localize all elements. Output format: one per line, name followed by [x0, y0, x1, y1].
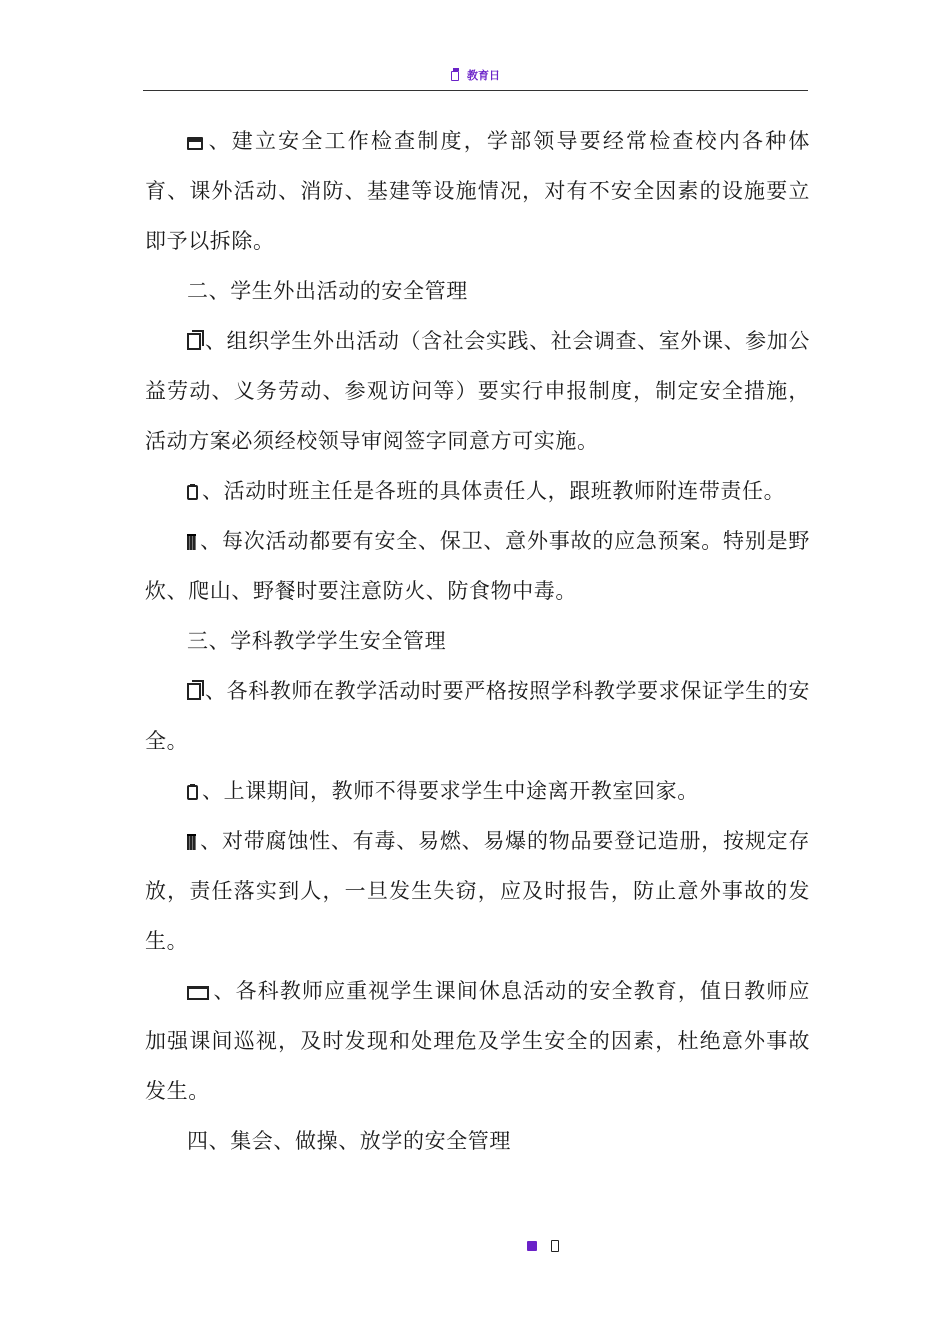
paragraph-text: 、上课期间，教师不得要求学生中途离开教室回家。 — [202, 779, 699, 803]
frame-icon — [187, 986, 209, 1000]
paragraph — [145, 316, 810, 466]
paragraph — [145, 466, 810, 516]
copy-icon — [187, 333, 201, 350]
clipboard-icon — [187, 485, 198, 500]
section-heading — [145, 616, 810, 666]
page-footer — [527, 1240, 559, 1252]
paragraph-text: 、对带腐蚀性、有毒、易燃、易爆的物品要登记造册，按规定存放，责任落实到人，一旦发生失窃，应及时报告，防止意外事故的发生。 — [145, 829, 810, 953]
heading-text: 三、学科教学学生安全管理 — [187, 629, 447, 653]
page-header — [143, 66, 808, 91]
paragraph-text: 、每次活动都要有安全、保卫、意外事故的应急预案。特别是野炊、爬山、野餐时要注意防火、防食物中毒。 — [145, 529, 810, 603]
header-label — [451, 68, 500, 84]
paragraph-text: 、各科教师在教学活动时要严格按照学科教学要求保证学生的安全。 — [145, 679, 810, 753]
header-title: 教育日 — [467, 69, 500, 82]
heading-text: 四、集会、做操、放学的安全管理 — [187, 1129, 511, 1153]
paragraph — [145, 816, 810, 966]
bin-icon — [187, 834, 196, 850]
document-body — [145, 116, 810, 1166]
paragraph — [145, 666, 810, 766]
paragraph-text: 、建立安全工作检查制度，学部领导要经常检查校内各种体育、课外活动、消防、基建等设施情况，对有不安全因素的设施要立即予以拆除。 — [145, 129, 810, 253]
paragraph — [145, 116, 810, 266]
copy-icon — [187, 683, 201, 700]
section-heading — [145, 266, 810, 316]
clipboard-icon — [187, 785, 198, 800]
paragraph — [145, 966, 810, 1116]
paragraph — [145, 766, 810, 816]
bin-icon — [187, 534, 196, 550]
paragraph-text: 、各科教师应重视学生课间休息活动的安全教育，值日教师应加强课间巡视，及时发现和处理危及学生安全的因素，杜绝意外事故发生。 — [145, 979, 810, 1103]
purple-square-icon — [527, 1241, 537, 1251]
heading-text: 二、学生外出活动的安全管理 — [187, 279, 468, 303]
paragraph-text: 、活动时班主任是各班的具体责任人，跟班教师附连带责任。 — [202, 479, 786, 503]
printer-icon — [187, 137, 203, 150]
clipboard-icon — [551, 1240, 559, 1252]
paragraph — [145, 516, 810, 616]
paragraph-text: 、组织学生外出活动（含社会实践、社会调查、室外课、参加公益劳动、义务劳动、参观访问等）要实行申报制度，制定安全措施，活动方案必须经校领导审阅签字同意方可实施。 — [145, 329, 810, 453]
document-icon — [451, 71, 459, 81]
section-heading — [145, 1116, 810, 1166]
